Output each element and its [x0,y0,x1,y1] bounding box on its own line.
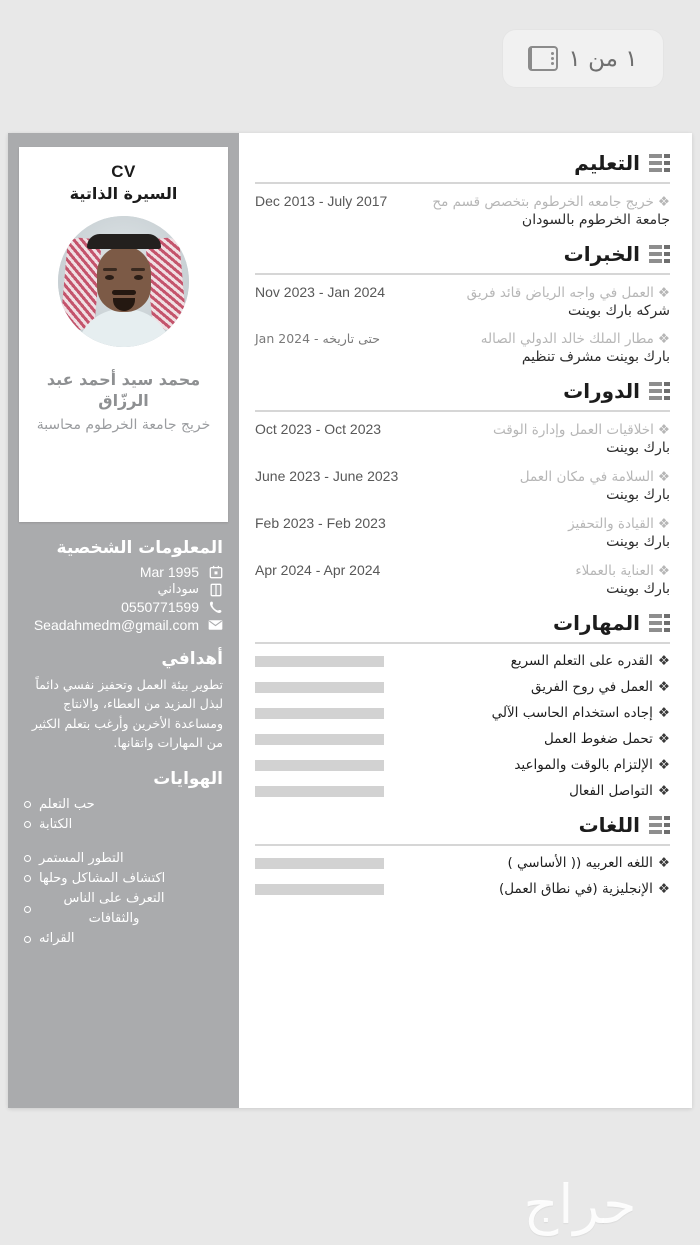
skill-label: ❖إجاده استخدام الحاسب الآلي [491,705,670,721]
list-item [24,929,223,949]
experience-entry [255,284,670,319]
hobby-label: التعرف على الناس والثقافات [63,891,165,927]
course-entry-org: بارك بوينت [606,487,670,503]
list-icon [649,816,670,834]
section-title-skills: المهارات [553,611,640,635]
skill-bar [255,760,384,771]
bullet-icon [24,855,31,862]
list-item [24,849,223,869]
section-title-personal-info: المعلومات الشخصية [56,538,223,558]
bullet-icon [24,906,31,913]
info-value-phone: 0550771599 [121,599,199,615]
info-value-birthdate: Mar 1995 [139,564,199,580]
section-divider [255,182,670,184]
education-entry [255,193,670,228]
info-value-email: Seadahmedm@gmail.com [33,617,199,633]
list-item [24,815,223,835]
bullet-icon [24,821,31,828]
section-title-experience: الخبرات [563,242,640,266]
list-item [24,869,223,889]
bullet-icon [24,936,31,943]
language-label: ❖اللغه العربيه (( الأساسي ) [507,855,670,871]
cv-title-ar: السيرة الذاتية [69,183,178,203]
section-goals [8,649,239,753]
calendar-icon [208,565,223,580]
course-entry-title: ❖السلامة في مكان العمل [519,469,670,485]
section-experience [255,242,670,365]
info-value-nationality: سوداني [157,582,199,597]
course-entry-date: June 2023 - June 2023 [255,468,399,484]
course-entry-org: بارك بوينت [606,534,670,550]
section-title-goals: أهدافي [161,649,223,669]
experience-entry-date: Nov 2023 - Jan 2024 [255,284,385,300]
section-courses [255,379,670,597]
skill-label: ❖الإلتزام بالوقت والمواعيد [514,757,670,773]
skill-row [255,705,670,721]
experience-entry [255,331,670,365]
person-subtitle: خريج جامعة الخرطوم محاسبة [36,416,211,433]
section-title-education: التعليم [574,151,640,175]
profile-card [19,147,228,522]
course-entry [255,562,670,597]
section-skills [255,611,670,799]
skill-row [255,783,670,799]
section-title-courses: الدورات [563,379,640,403]
info-row-birthdate [24,564,223,580]
education-entry-title: ❖خريج جامعه الخرطوم بتخصص قسم مح [432,194,670,210]
cv-main-column [239,133,692,1108]
section-header-experience [255,242,670,266]
skill-label: ❖التواصل الفعال [569,783,670,799]
list-item [24,795,223,815]
hobby-label: الكتابة [39,816,73,832]
list-icon [649,245,670,263]
page-indicator-label: ١ من ١ [568,45,638,72]
section-title-languages: اللغات [578,813,640,837]
course-entry-org: بارك بوينت [606,581,670,597]
skill-row [255,757,670,773]
section-languages [255,813,670,897]
hobby-label: القرائه [39,931,75,947]
skill-row [255,653,670,669]
skill-bar [255,682,384,693]
section-header-education [255,151,670,175]
language-bar [255,884,384,895]
language-label: ❖الإنجليزية (في نطاق العمل) [499,881,670,897]
hobby-label: حب التعلم [39,796,95,812]
skill-bar [255,734,384,745]
course-entry-date: Feb 2023 - Feb 2023 [255,515,386,531]
section-divider [255,844,670,846]
section-hobbies [8,769,239,950]
skill-row [255,679,670,695]
education-entry-org: جامعة الخرطوم بالسودان [521,212,670,228]
language-row [255,881,670,897]
education-entry-date: Dec 2013 - July 2017 [255,193,388,209]
section-divider [255,410,670,412]
page-layout-icon-dots [548,48,556,69]
section-divider [255,273,670,275]
experience-entry-date: Jan 2024 - حتى تاريخه [255,331,380,346]
language-bar [255,858,384,869]
course-entry-org: بارك بوينت [606,440,670,456]
list-icon [649,614,670,632]
page-indicator[interactable] [503,30,663,87]
course-entry [255,421,670,456]
section-title-hobbies: الهوايات [153,768,223,789]
page-layout-icon [528,46,558,71]
skill-label: ❖القدره على التعلم السريع [510,653,670,669]
avatar [58,216,189,347]
experience-entry-title: ❖مطار الملك خالد الدولي الصاله [480,331,670,347]
section-header-courses [255,379,670,403]
cv-sidebar [8,133,239,1108]
section-header-skills [255,611,670,635]
cv-title-en: CV [111,162,136,181]
section-personal-info [8,538,239,633]
course-entry-title: ❖القيادة والتحفيز [568,516,670,532]
bullet-icon [24,801,31,808]
list-icon [649,154,670,172]
hobby-label: التطور المستمر [39,850,124,866]
course-entry-title: ❖العناية بالعملاء [575,563,670,579]
phone-icon [208,600,223,615]
hobbies-list [24,795,223,950]
section-education [255,151,670,228]
envelope-icon [208,618,223,633]
experience-entry-title: ❖العمل في واجه الرياض قائد فريق [466,285,670,301]
course-entry-date: Apr 2024 - Apr 2024 [255,562,381,578]
course-entry [255,468,670,503]
info-row-email [24,617,223,633]
list-icon [649,382,670,400]
hobby-label: اكتشاف المشاكل وحلها [39,870,166,886]
skill-label: ❖تحمل ضغوط العمل [543,731,670,747]
info-row-nationality [24,582,223,597]
goals-text: تطوير بيئة العمل وتحفيز نفسي دائماً لبذل المزيد من العطاء، والانتاج ومساعدة الأخرين وأرغب بتعلم الكثير من المهارات واتقانها. [31,677,223,751]
course-entry [255,515,670,550]
course-entry-title: ❖اخلاقيات العمل وإدارة الوقت [492,422,670,438]
site-watermark: حراج [523,1173,637,1236]
section-header-languages [255,813,670,837]
section-divider [255,642,670,644]
cv-document[interactable] [8,133,692,1108]
experience-entry-org: شركه بارك بوينت [568,303,670,319]
list-item [24,889,223,929]
skill-label: ❖العمل في روح الفريق [530,679,670,695]
bullet-icon [24,875,31,882]
skill-bar [255,786,384,797]
language-row [255,855,670,871]
skill-bar [255,656,384,667]
info-row-phone [24,599,223,615]
passport-icon [208,582,223,597]
page-layout-icon-panel [530,48,548,69]
person-name: محمد سيد أحمد عبد الرزّاق [46,369,201,411]
skill-row [255,731,670,747]
skill-bar [255,708,384,719]
experience-entry-org: بارك بوينت مشرف تنظيم [521,349,670,365]
course-entry-date: Oct 2023 - Oct 2023 [255,421,382,437]
